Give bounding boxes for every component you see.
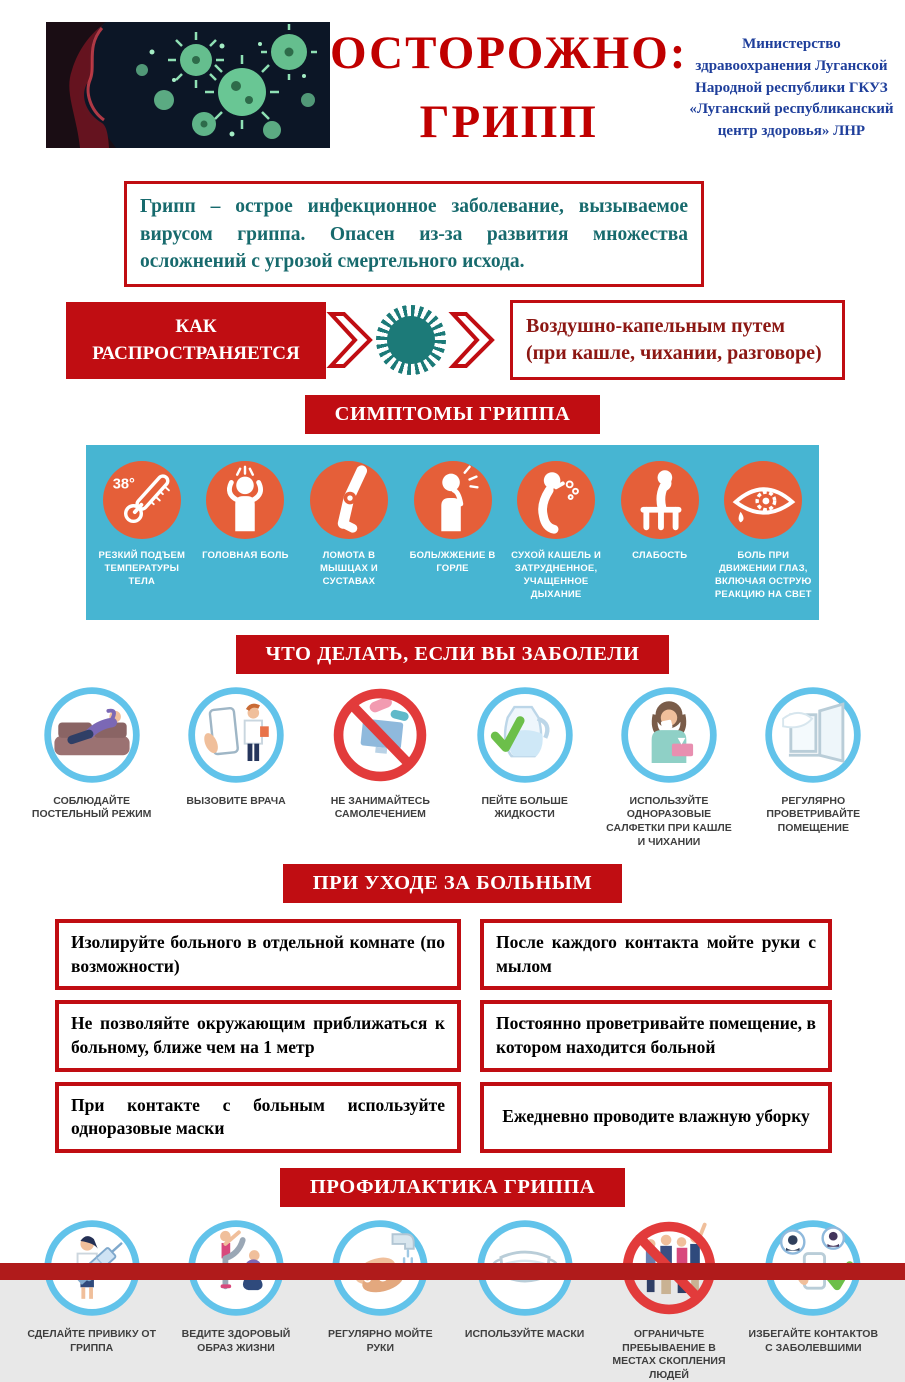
sick-item-drink-fluids (452, 682, 596, 850)
sick-item-call-doctor (164, 682, 308, 850)
bed-rest-icon (25, 682, 159, 788)
virus-photo-art (46, 22, 330, 148)
symptom-label: РЕЗКИЙ ПОДЪЕМ ТЕМПЕРАТУРЫ ТЕЛА (98, 550, 186, 587)
title-line2: ГРИПП (419, 96, 598, 148)
organization-name: Министерство здравоохранения Луганской Народной республики ГКУЗ «Луганский республиканский центр здоровья» ЛНР (689, 36, 894, 139)
care-box-text: При контакте с больным используйте одноразовые маски (71, 1094, 445, 1139)
sick-banner: ЧТО ДЕЛАТЬ, ЕСЛИ ВЫ ЗАБОЛЕЛИ (236, 635, 670, 674)
sick-item-bed-rest (20, 682, 164, 850)
prevention-item-wash-hands (308, 1215, 452, 1382)
prevention-item-label: ИСПОЛЬЗУЙТЕ МАСКИ (464, 1327, 585, 1340)
prevention-item-mask (452, 1215, 596, 1382)
prevention-item-label: ИЗБЕГАЙТЕ КОНТАКТОВ С ЗАБОЛЕВШИМИ (748, 1327, 879, 1354)
symptom-throat (401, 461, 505, 601)
double-chevron-icon (327, 306, 373, 374)
tissues-icon (602, 682, 736, 788)
sick-item-label: РЕГУЛЯРНО ПРОВЕТРИВАЙТЕ ПОМЕЩЕНИЕ (766, 794, 861, 834)
prevention-banner: ПРОФИЛАКТИКА ГРИППА (280, 1168, 625, 1207)
symptom-temperature (90, 461, 194, 601)
care-box (55, 1000, 461, 1071)
how-it-spreads-label: КАК РАСПРОСТРАНЯЕТСЯ (66, 302, 326, 379)
care-box (55, 1082, 461, 1153)
sick-item-tissues (597, 682, 741, 850)
prevention-item-avoid-contact (741, 1215, 885, 1382)
prevention-item-lifestyle (164, 1215, 308, 1382)
prevention-item-vaccine (20, 1215, 164, 1382)
symptoms-banner: СИМПТОМЫ ГРИППА (305, 395, 601, 434)
symptom-label: БОЛЬ/ЖЖЕНИЕ В ГОРЛЕ (409, 550, 496, 575)
care-box-text: Постоянно проветривайте помещение, в котором находится больной (496, 1013, 816, 1058)
eye-pain-icon (724, 461, 802, 539)
sore-throat-icon (414, 461, 492, 539)
spread-row (0, 300, 905, 380)
care-box (55, 919, 461, 990)
symptom-label: СЛАБОСТЬ (632, 550, 688, 562)
prevention-row (20, 1215, 886, 1382)
prevention-item-avoid-crowds (597, 1215, 741, 1382)
symptom-weakness (608, 461, 712, 601)
virus-sneeze-photo (46, 22, 330, 148)
care-box-text: Ежедневно проводите влажную уборку (502, 1106, 810, 1127)
sick-row (20, 682, 886, 850)
spread-method-box: Воздушно-капельным путем (при кашле, чихании, разговоре) (510, 300, 845, 380)
care-box (480, 919, 832, 990)
care-box-text: Изолируйте больного в отдельной комнате (по возможности) (71, 932, 445, 976)
title-line1: ОСТОРОЖНО: (330, 27, 688, 79)
thermometer-icon (103, 461, 181, 539)
no-self-medication-icon (313, 682, 447, 788)
care-grid (55, 919, 905, 1153)
care-box (480, 1000, 832, 1071)
svg-text:38°: 38° (112, 476, 135, 493)
symptom-headache (194, 461, 298, 601)
double-chevron-icon (449, 306, 495, 374)
cough-icon (517, 461, 595, 539)
symptom-label: СУХОЙ КАШЕЛЬ И ЗАТРУДНЕННОЕ, УЧАЩЕННОЕ ДЫХАНИЕ (511, 550, 602, 600)
symptom-cough (504, 461, 608, 601)
open-window-icon (746, 682, 880, 788)
sick-item-no-self-medication (308, 682, 452, 850)
intro-definition-box: Грипп – острое инфекционное заболевание, вызываемое вирусом гриппа. Опасен из-за развития множества осложнений с угрозой смертельного исхода. (124, 181, 704, 287)
symptom-joints (297, 461, 401, 601)
sick-item-label: ПЕЙТЕ БОЛЬШЕ ЖИДКОСТИ (481, 794, 568, 821)
care-box (480, 1082, 832, 1153)
prevention-item-label: СДЕЛАЙТЕ ПРИВИКУ ОТ ГРИППА (27, 1327, 156, 1354)
weakness-icon (621, 461, 699, 539)
symptoms-panel (86, 445, 819, 619)
header (0, 0, 905, 167)
bottom-red-bar (0, 1263, 905, 1280)
drink-fluids-icon (457, 682, 591, 788)
headache-icon (206, 461, 284, 539)
joint-pain-icon (310, 461, 388, 539)
call-doctor-icon (169, 682, 303, 788)
prevention-item-label: ВЕДИТЕ ЗДОРОВЫЙ ОБРАЗ ЖИЗНИ (181, 1327, 291, 1354)
sick-item-ventilate (741, 682, 885, 850)
sick-item-label: СОБЛЮДАЙТЕ ПОСТЕЛЬНЫЙ РЕЖИМ (31, 794, 152, 821)
prevention-item-label: ОГРАНИЧЬТЕ ПРЕБЫВАЕНИЕ В МЕСТАХ СКОПЛЕНИЯ ЛЮДЕЙ (612, 1327, 726, 1381)
symptom-label: БОЛЬ ПРИ ДВИЖЕНИИ ГЛАЗ, ВКЛЮЧАЯ ОСТРУЮ РЕАКЦИЮ НА СВЕТ (714, 550, 812, 600)
care-box-text: После каждого контакта мойте руки с мылом (496, 932, 816, 976)
symptom-label: ЛОМОТА В МЫШЦАХ И СУСТАВАХ (319, 550, 378, 587)
virus-starburst-icon (376, 305, 446, 375)
care-banner: ПРИ УХОДЕ ЗА БОЛЬНЫМ (283, 864, 623, 903)
sick-item-label: ВЫЗОВИТЕ ВРАЧА (186, 794, 286, 807)
sick-item-label: ИСПОЛЬЗУЙТЕ ОДНОРАЗОВЫЕ САЛФЕТКИ ПРИ КАШЛЕ И ЧИХАНИИ (606, 794, 732, 848)
sick-item-label: НЕ ЗАНИМАЙТЕСЬ САМОЛЕЧЕНИЕМ (330, 794, 430, 821)
prevention-item-label: РЕГУЛЯРНО МОЙТЕ РУКИ (328, 1327, 433, 1354)
care-box-text: Не позволяйте окружающим приближаться к больному, ближе чем на 1 метр (71, 1013, 445, 1058)
symptom-eye-pain (711, 461, 815, 601)
page-title (330, 24, 687, 146)
symptom-label: ГОЛОВНАЯ БОЛЬ (202, 550, 289, 562)
